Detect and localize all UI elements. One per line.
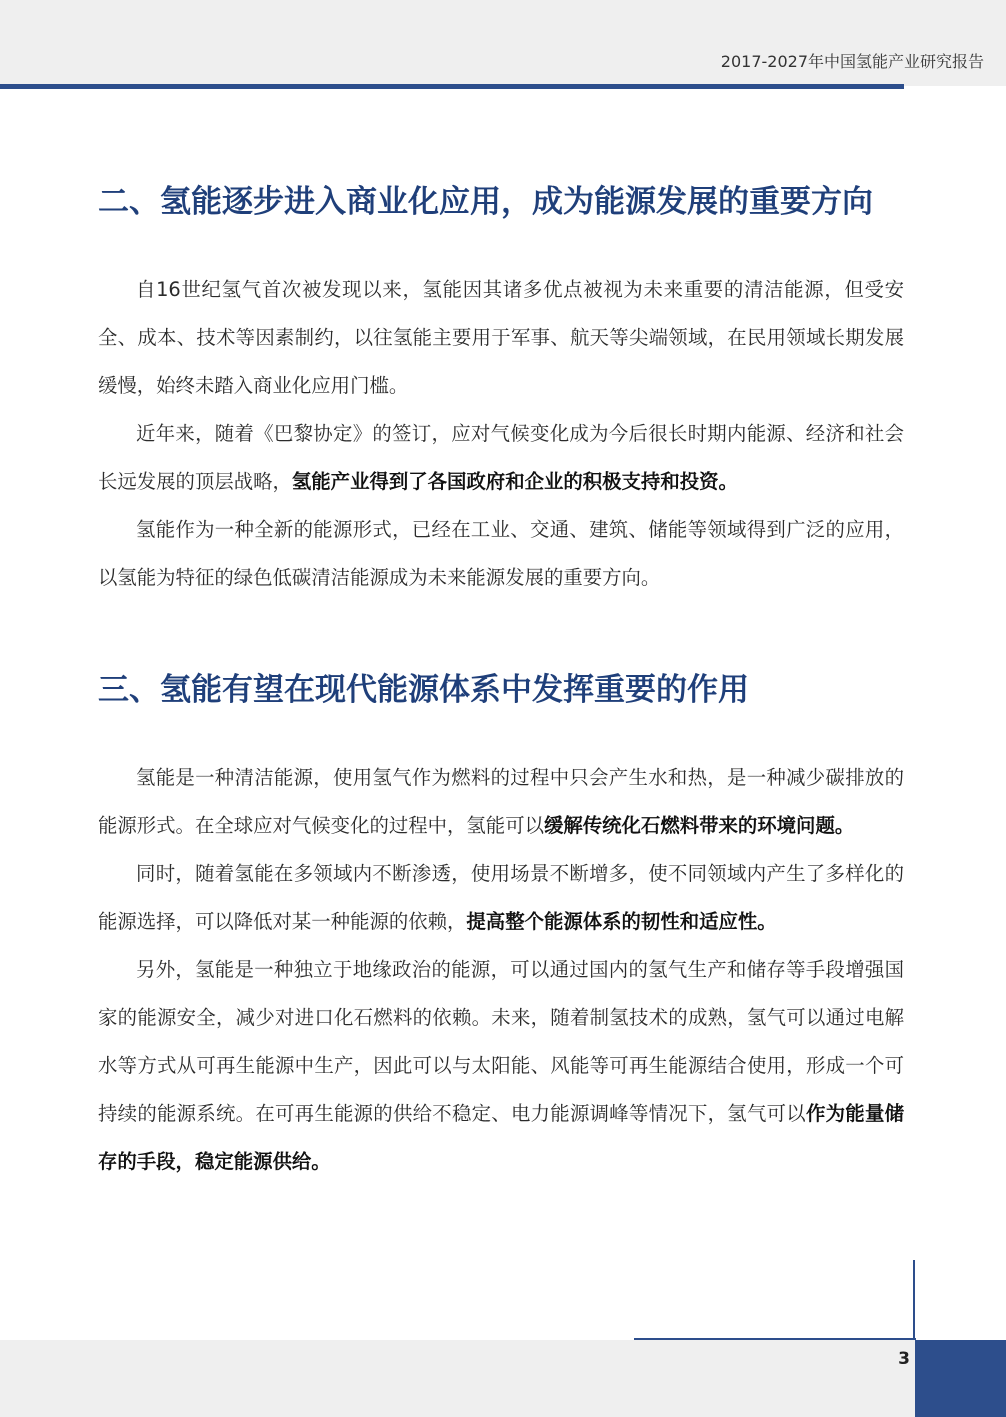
section-2-paragraph-2 (98, 410, 904, 506)
section-3-paragraph-2 (98, 850, 904, 946)
paragraph-text: 同时，随着氢能在多领域内不断渗透，使用场景不断增多，使不同领域内产生了多样化的能源选择，可以降低对某一种能源的依赖， (98, 862, 904, 933)
paragraph-emphasis: 作为能量储存的手段，稳定能源供给。 (98, 1102, 905, 1173)
section-3-paragraph-1 (98, 754, 904, 850)
footer-band (0, 1340, 1006, 1417)
paragraph-text: 另外，氢能是一种独立于地缘政治的能源，可以通过国内的氢气生产和储存等手段增强国家的能源安全，减少对进口化石燃料的依赖。未来，随着制氢技术的成熟，氢气可以通过电解水等方式从可再生能源中生产，因此可以与太阳能、风能等可再生能源结合使用，形成一个可持续的能源系统。在可再生能源的供给不稳定、电力能源调峰等情况下，氢气可以 (98, 958, 904, 1125)
paragraph-emphasis: 氢能产业得到了各国政府和企业的积极支持和投资。 (291, 470, 738, 493)
page-header (0, 0, 1006, 86)
section-2-paragraph-3: 氢能作为一种全新的能源形式，已经在工业、交通、建筑、储能等领域得到广泛的应用，以氢能为特征的绿色低碳清洁能源成为未来能源发展的重要方向。 (98, 518, 904, 589)
paragraph-text: 近年来，随着《巴黎协定》的签订，应对气候变化成为今后很长时期内能源、经济和社会长远发展的顶层战略， (98, 422, 904, 493)
paragraph-text: 氢能是一种清洁能源，使用氢气作为燃料的过程中只会产生水和热，是一种减少碳排放的能源形式。在全球应对气候变化的过程中，氢能可以 (98, 766, 904, 837)
header-divider (0, 84, 904, 89)
report-title: 2017-2027年中国氢能产业研究报告 (720, 52, 984, 71)
section-2-paragraph-1: 自16世纪氢气首次被发现以来，氢能因其诸多优点被视为未来重要的清洁能源，但受安全、成本、技术等因素制约，以往氢能主要用于军事、航天等尖端领域，在民用领域长期发展缓慢，始终未踏入商业化应用门槛。 (98, 278, 904, 397)
section-2-heading: 二、氢能逐步进入商业化应用，成为能源发展的重要方向 (98, 184, 873, 220)
section-3-heading: 三、氢能有望在现代能源体系中发挥重要的作用 (98, 672, 749, 708)
footer-rule (634, 1338, 916, 1340)
footer-vertical-rule (913, 1260, 915, 1340)
section-3-paragraph-3 (98, 946, 904, 1186)
page-number: 3 (898, 1349, 910, 1369)
paragraph-emphasis: 提高整个能源体系的韧性和适应性。 (466, 910, 777, 933)
paragraph-emphasis: 缓解传统化石燃料带来的环境问题。 (543, 814, 855, 837)
footer-accent-block (915, 1340, 1006, 1417)
